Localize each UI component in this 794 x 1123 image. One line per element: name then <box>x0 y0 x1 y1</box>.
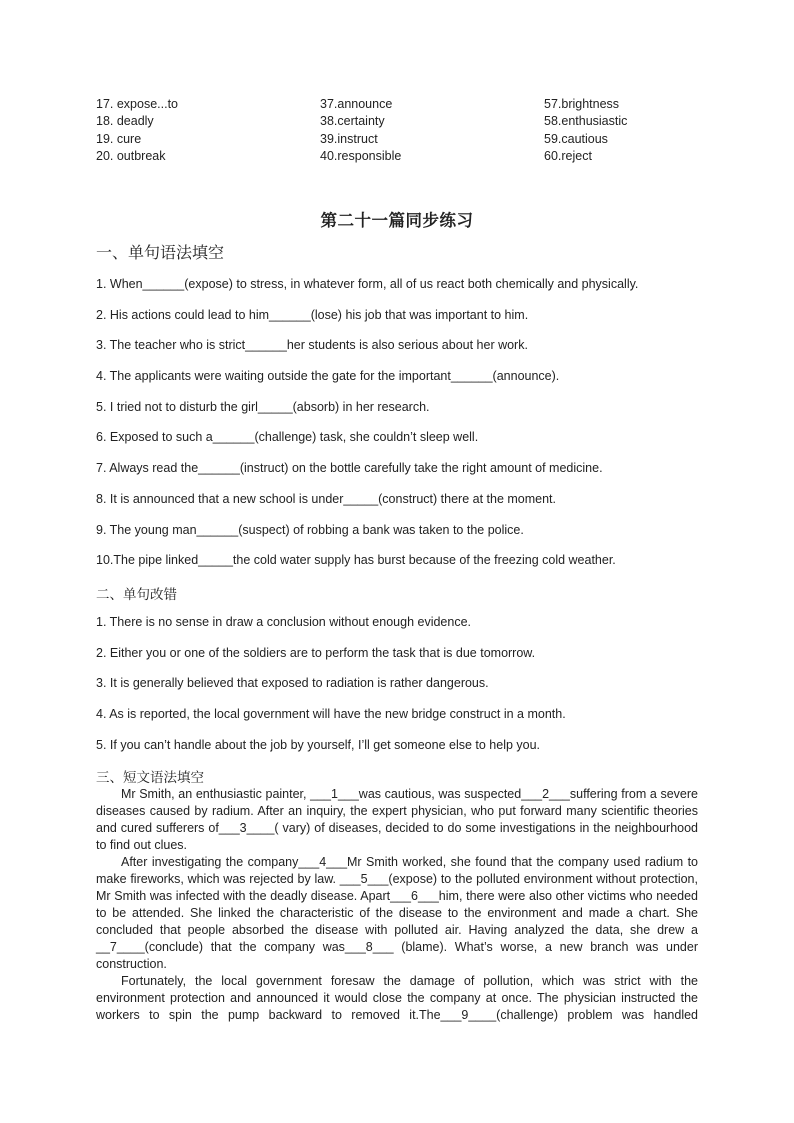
answer-item: 59.cautious <box>544 131 608 146</box>
grammar-fill-list <box>96 275 706 582</box>
passage-paragraph: After investigating the company___4___Mr Smith worked, she found that the company used radium to make fireworks, which was rejected by law. ___5___(expose) to the polluted environment without protection, Mr Smith was infected with the deadly disease. Apart___6___him, there were also other victims who needed to be attended. She linked the characteristic of the disease to the environment and made a chart. She concluded that people absorbed the disease with polluted air. Having analyzed the data, she drew a __7____(conclude) that the company was___8___ (blame). What’s worse, a new branch was under construction. <box>96 855 698 971</box>
exercise-item: 4. The applicants were waiting outside the gate for the important______(announce). <box>96 369 560 384</box>
answer-item: 38.certainty <box>320 114 385 129</box>
error-correction-list <box>96 613 706 766</box>
answer-item: 19. cure <box>96 131 142 146</box>
section-heading-passage-fill: 三、短文语法填空 <box>96 770 204 786</box>
passage <box>96 786 698 1024</box>
exercise-item: 8. It is announced that a new school is under_____(construct) there at the moment. <box>96 491 556 506</box>
answer-item: 58.enthusiastic <box>544 114 628 129</box>
answer-column-3 <box>544 96 627 165</box>
page-title: 第二十一篇同步练习 <box>320 211 474 230</box>
exercise-item: 3. It is generally believed that exposed to radiation is rather dangerous. <box>96 676 489 691</box>
answer-item: 20. outbreak <box>96 148 166 163</box>
section-heading-error-correction: 二、单句改错 <box>96 587 177 603</box>
exercise-item: 5. If you can’t handle about the job by yourself, I’ll get someone else to help you. <box>96 737 541 752</box>
answer-column-1 <box>96 96 178 165</box>
exercise-item: 1. When______(expose) to stress, in whatever form, all of us react both chemically and physically. <box>96 277 639 291</box>
exercise-item: 2. His actions could lead to him______(lose) his job that was important to him. <box>96 307 529 322</box>
exercise-item: 9. The young man______(suspect) of robbing a bank was taken to the police. <box>96 522 524 537</box>
exercise-item: 3. The teacher who is strict______her students is also serious about her work. <box>96 338 528 353</box>
answer-item: 57.brightness <box>544 97 620 111</box>
exercise-item: 10.The pipe linked_____the cold water supply has burst because of the freezing cold weather. <box>96 553 616 568</box>
answer-column-2 <box>320 96 401 165</box>
exercise-item: 2. Either you or one of the soldiers are to perform the task that is due tomorrow. <box>96 645 536 660</box>
answer-item: 40.responsible <box>320 148 402 163</box>
answer-item: 60.reject <box>544 148 592 163</box>
exercise-item: 1. There is no sense in draw a conclusion without enough evidence. <box>96 615 472 629</box>
passage-paragraph: Mr Smith, an enthusiastic painter, ___1___was cautious, was suspected___2___suffering from a severe diseases caused by radium. After an inquiry, the expert physician, who put forward many scientific theories and cured sufferers of___3____( vary) of diseases, decided to do some investigations in the neighbourhood to find out clues. <box>96 787 698 852</box>
exercise-item: 6. Exposed to such a______(challenge) task, she couldn’t sleep well. <box>96 430 479 445</box>
answer-item: 17. expose...to <box>96 97 179 111</box>
answer-item: 18. deadly <box>96 114 154 129</box>
answer-item: 37.announce <box>320 97 393 111</box>
exercise-item: 4. As is reported, the local government will have the new bridge construct in a month. <box>96 707 566 722</box>
answer-item: 39.instruct <box>320 131 378 146</box>
section-heading-grammar-fill: 一、单句语法填空 <box>96 243 225 262</box>
exercise-item: 5. I tried not to disturb the girl_____(absorb) in her research. <box>96 399 430 414</box>
passage-paragraph: Fortunately, the local government foresaw the damage of pollution, which was strict with the environment protection and announced it would close the company at once. The physician instructed the workers to spin the pump backward to removed it.The___9____(challenge) problem was handled <box>96 974 698 1022</box>
exercise-item: 7. Always read the______(instruct) on the bottle carefully take the right amount of medicine. <box>96 461 603 476</box>
